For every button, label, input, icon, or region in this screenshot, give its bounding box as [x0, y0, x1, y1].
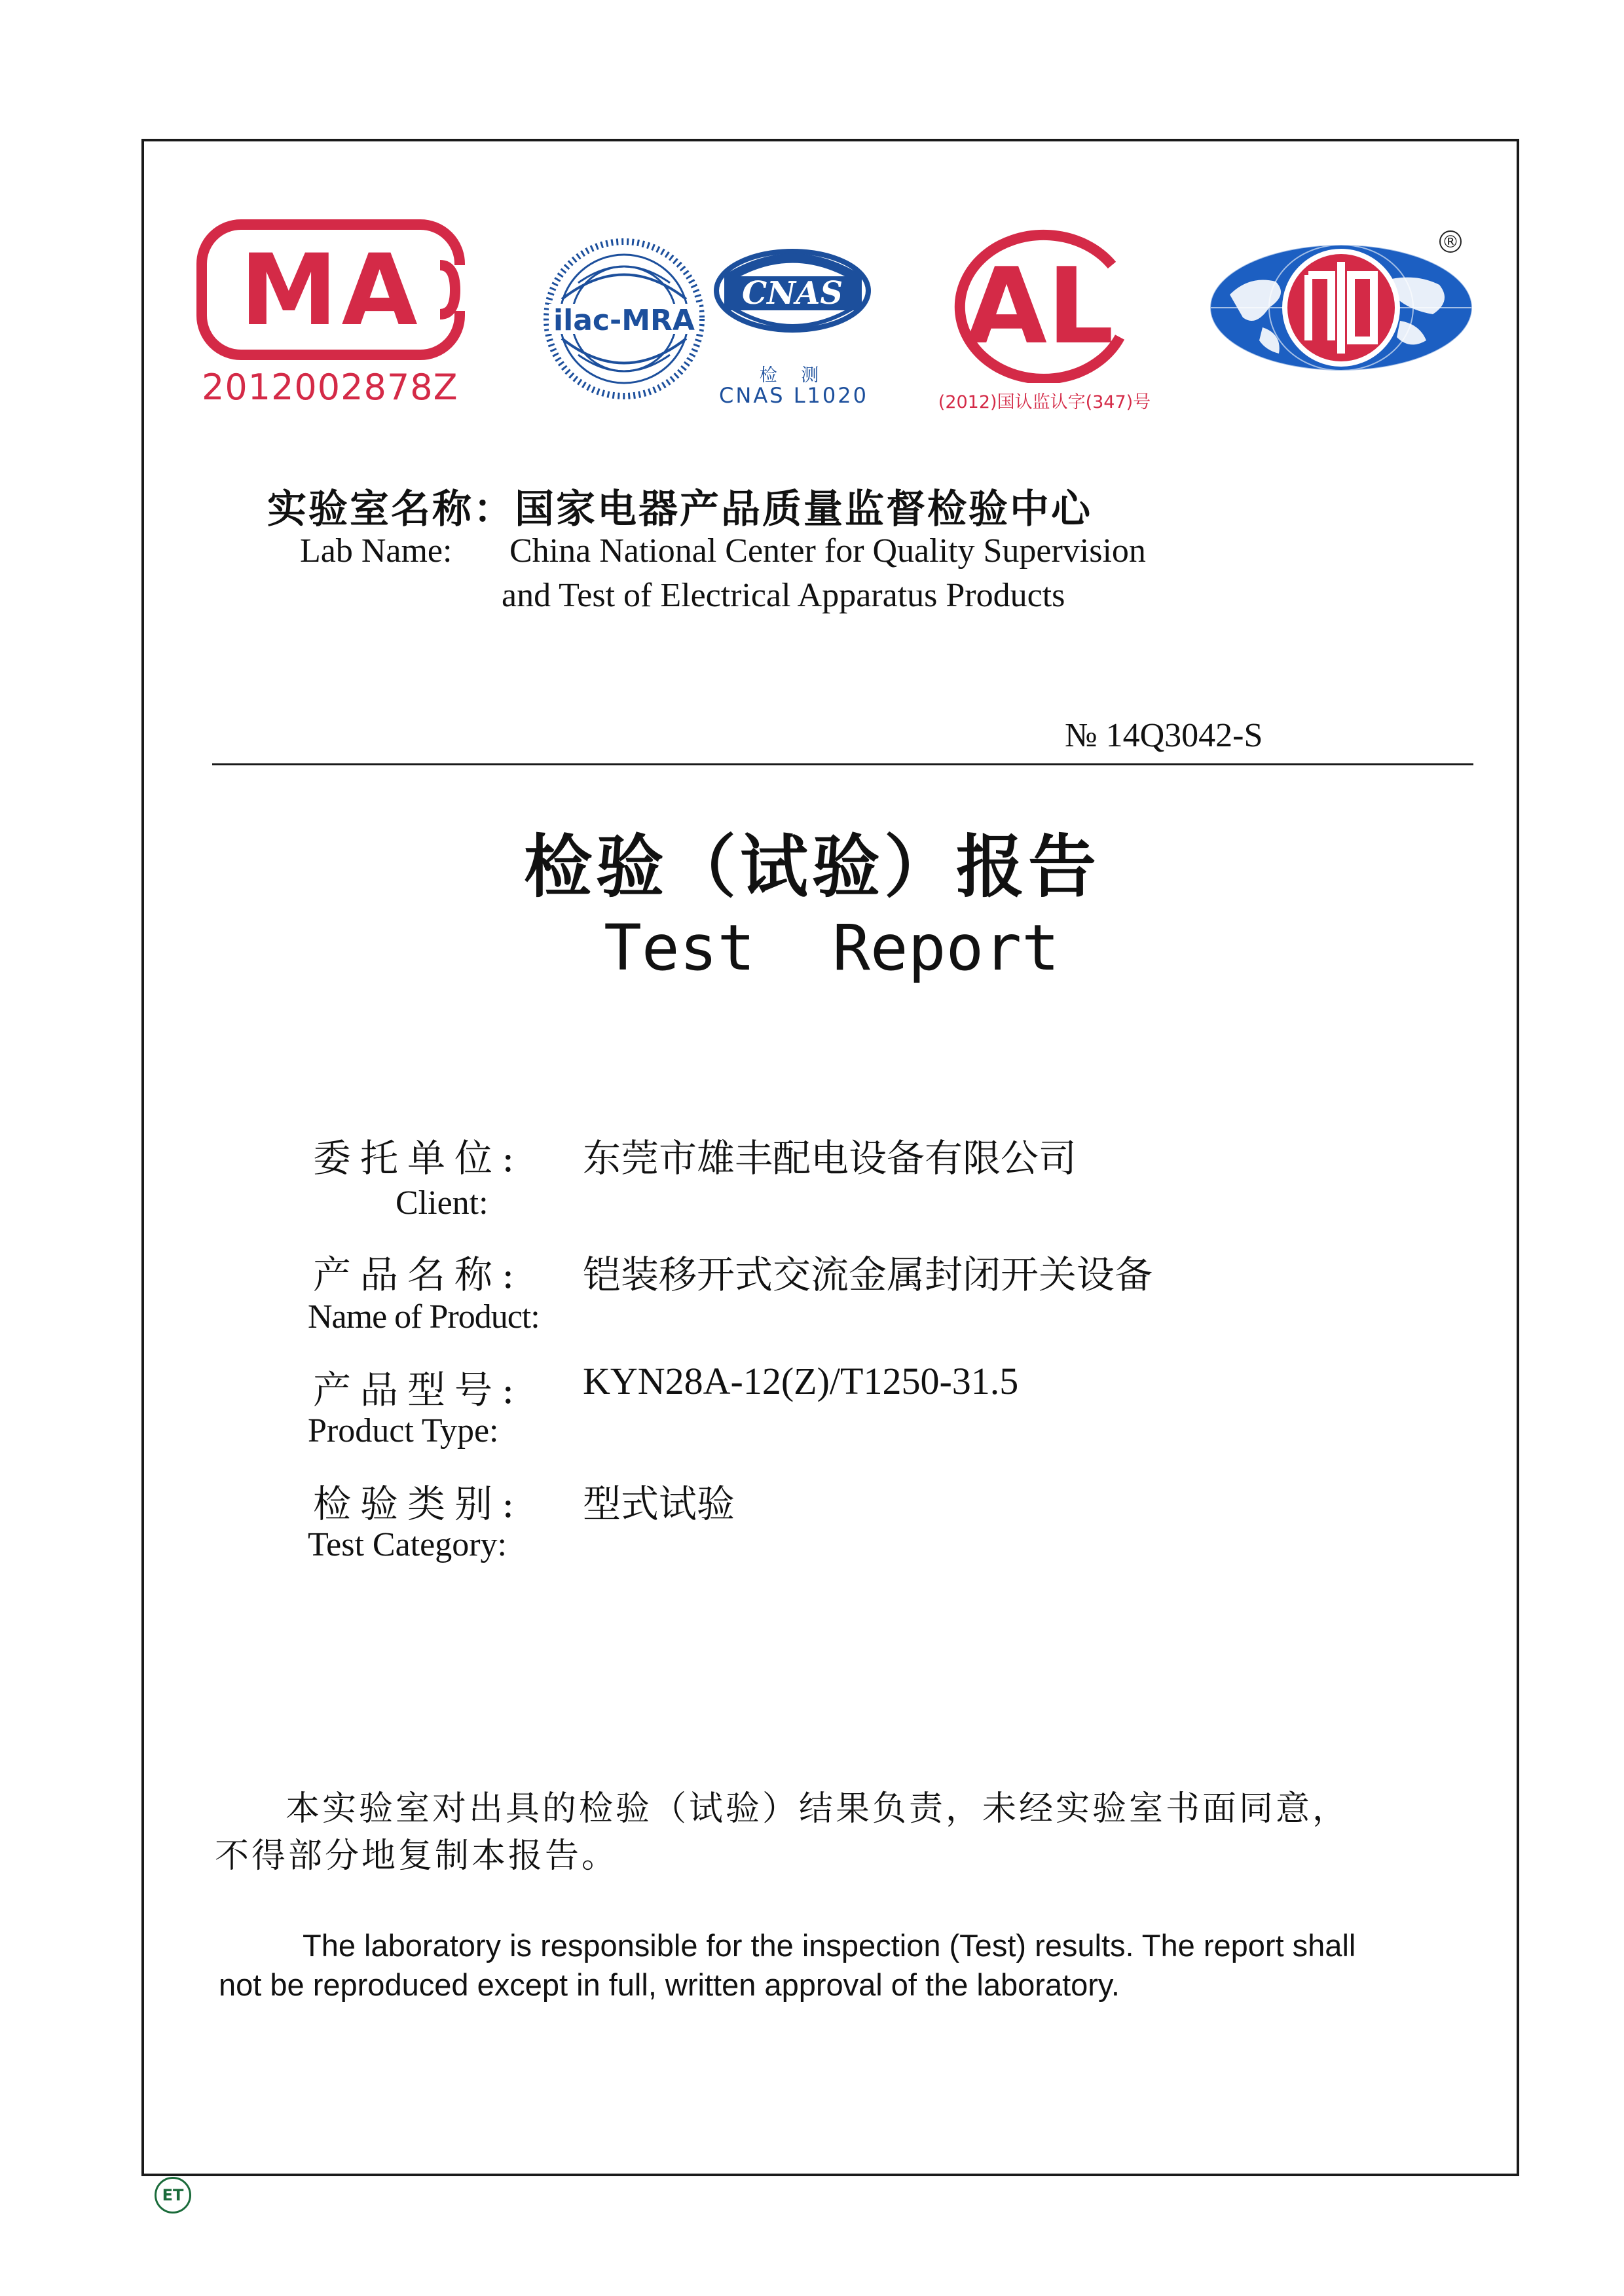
product-type-value: KYN28A-12(Z)/T1250-31.5	[583, 1360, 1019, 1402]
statement-en-line2: not be reproduced except in full, written approval of the laboratory.	[219, 1967, 1120, 2002]
al-number: (2012)国认监认字(347)号	[938, 392, 1151, 412]
lab-name-en-line1: China National Center for Quality Supervision	[509, 532, 1146, 570]
cnas-sub-cn: 检 测	[759, 365, 828, 386]
cma-logo	[196, 219, 465, 360]
svg-text:CNAS: CNAS	[742, 275, 843, 312]
svg-text:MA: MA	[240, 234, 422, 348]
client-label-cn: 委托单位:	[313, 1136, 524, 1180]
et-mark-icon: ET	[155, 2177, 191, 2214]
product-name-label-en: Name of Product:	[308, 1298, 540, 1336]
client-label-en: Client:	[396, 1184, 489, 1222]
statement-en-line1: The laboratory is responsible for the inspection (Test) results. The report shall	[303, 1928, 1356, 1963]
client-value: 东莞市雄丰配电设备有限公司	[583, 1136, 1077, 1180]
lab-name-en-line2: and Test of Electrical Apparatus Products	[502, 577, 1065, 614]
svg-text:ilac-MRA: ilac-MRA	[553, 304, 695, 337]
globe-logo	[1204, 236, 1479, 380]
statement-cn-line1: 本实验室对出具的检验（试验）结果负责，未经实验室书面同意，	[286, 1789, 1350, 1829]
test-category-value: 型式试验	[583, 1482, 735, 1526]
cnas-caption	[715, 367, 872, 407]
product-name-value: 铠装移开式交流金属封闭开关设备	[583, 1252, 1153, 1297]
al-logo	[948, 226, 1138, 383]
report-number: № 14Q3042-S	[1065, 717, 1263, 754]
registered-mark: ®	[1439, 230, 1462, 253]
product-type-label-en: Product Type:	[308, 1412, 499, 1449]
lab-name-en-label: Lab Name:	[300, 532, 452, 570]
product-name-label-cn: 产品名称:	[313, 1252, 524, 1297]
cma-number: 2012002878Z	[202, 367, 458, 408]
ilac-mra-logo	[542, 237, 706, 401]
statement-cn-line2: 不得部分地复制本报告。	[215, 1836, 619, 1876]
cnas-logo	[712, 244, 873, 342]
test-category-label-cn: 检验类别:	[313, 1482, 524, 1526]
svg-text:AL: AL	[966, 245, 1114, 367]
product-type-label-cn: 产品型号:	[313, 1368, 524, 1412]
cnas-sub-en: CNAS L1020	[719, 383, 868, 409]
report-title-cn: 检验（试验）报告	[523, 827, 1100, 907]
lab-name-cn: 实验室名称：国家电器产品质量监督检验中心	[267, 486, 1092, 532]
report-title-en: Test Report	[604, 911, 1060, 985]
divider	[212, 763, 1473, 765]
test-category-label-en: Test Category:	[308, 1526, 507, 1563]
